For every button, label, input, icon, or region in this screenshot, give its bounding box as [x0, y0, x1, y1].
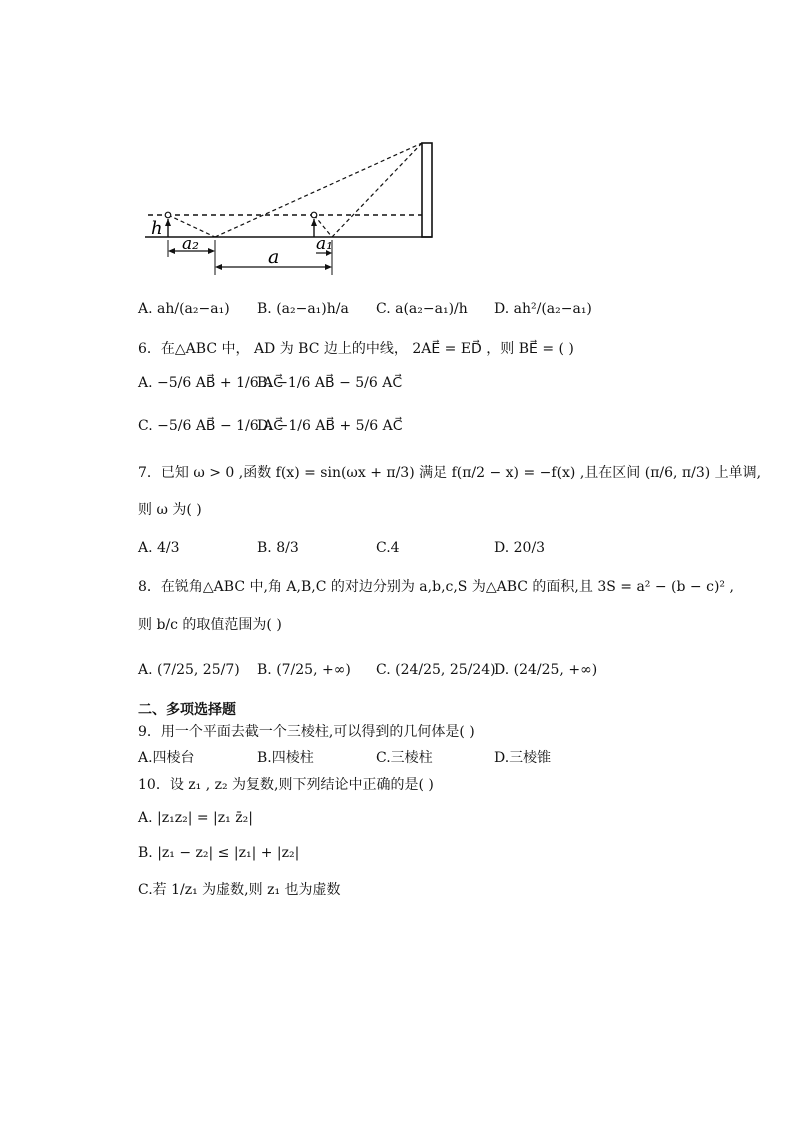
tower-shape [422, 143, 432, 237]
label-a2: a₂ [182, 234, 199, 254]
label-a1: a₁ [316, 234, 333, 254]
q7-option-b: B. 8/3 [257, 540, 299, 556]
q6-option-a: A. −5/6 AB⃗ + 1/6 AC⃗ [138, 375, 283, 391]
q10-option-a: A. |z₁z₂| = |z₁ z̄₂| [138, 810, 253, 826]
q9-option-a: A.四棱台 [138, 750, 195, 766]
q5-option-b: B. (a₂−a₁)h/a [257, 301, 349, 317]
q10-stem: 10．设 z₁ , z₂ 为复数,则下列结论中正确的是( ) [138, 777, 434, 793]
q8-stem-line2: 则 b/c 的取值范围为( ) [138, 617, 282, 633]
q7-stem: 7．已知 ω > 0 ,函数 f(x) = sin(ωx + π/3) 满足 f(π/2 − x) = −f(x) ,且在区间 (π/6, π/3) 上单调, [138, 465, 762, 481]
observer-point-2 [311, 212, 317, 218]
section-heading: 二、多项选择题 [138, 702, 236, 718]
q6-stem: 6．在△ABC 中， AD 为 BC 边上的中线， 2AE⃗ = ED⃗ ，则 BE⃗ = ( ) [138, 341, 574, 357]
arrow-up-icon [311, 219, 317, 226]
sight-line-4 [332, 143, 422, 237]
q6-option-d: D. −1/6 AB⃗ + 5/6 AC⃗ [257, 418, 403, 434]
q7-option-c: C.4 [376, 540, 400, 556]
q5-option-c: C. a(a₂−a₁)/h [376, 301, 468, 317]
arrow-right-icon [208, 248, 215, 254]
q9-option-b: B.四棱柱 [257, 750, 314, 766]
mirror-diagram [140, 135, 440, 275]
q9-option-d: D.三棱锥 [494, 750, 552, 766]
label-a: a [268, 246, 280, 268]
label-h: h [151, 218, 163, 239]
q7-stem-line2: 则 ω 为( ) [138, 502, 202, 518]
q8-stem: 8．在锐角△ABC 中,角 A,B,C 的对边分别为 a,b,c,S 为△ABC 的面积,且 3S = a² − (b − c)² , [138, 579, 734, 595]
q6-option-b: B. −1/6 AB⃗ − 5/6 AC⃗ [257, 375, 403, 391]
arrow-left-icon [168, 248, 175, 254]
sight-line-2 [215, 143, 422, 237]
q5-option-a: A. ah/(a₂−a₁) [138, 301, 230, 317]
q8-option-b: B. (7/25, +∞) [257, 662, 351, 678]
q8-option-a: A. (7/25, 25/7) [138, 662, 240, 678]
q7-option-d: D. 20/3 [494, 540, 546, 556]
q10-option-b: B. |z₁ − z₂| ≤ |z₁| + |z₂| [138, 845, 300, 861]
q10-option-c: C.若 1/z₁ 为虚数,则 z₁ 也为虚数 [138, 882, 341, 898]
q8-option-d: D. (24/25, +∞) [494, 662, 598, 678]
arrow-left-icon [215, 264, 222, 270]
q7-option-a: A. 4/3 [138, 540, 180, 556]
observer-point-1 [165, 212, 171, 218]
q9-stem: 9．用一个平面去截一个三棱柱,可以得到的几何体是( ) [138, 724, 475, 740]
arrow-right-icon [325, 264, 332, 270]
q5-option-d: D. ah²/(a₂−a₁) [494, 301, 592, 317]
geometry-figure [140, 135, 440, 275]
q8-option-c: C. (24/25, 25/24) [376, 662, 496, 678]
q6-option-c: C. −5/6 AB⃗ − 1/6 AC⃗ [138, 418, 284, 434]
q9-option-c: C.三棱柱 [376, 750, 433, 766]
arrow-up-icon [165, 219, 171, 226]
